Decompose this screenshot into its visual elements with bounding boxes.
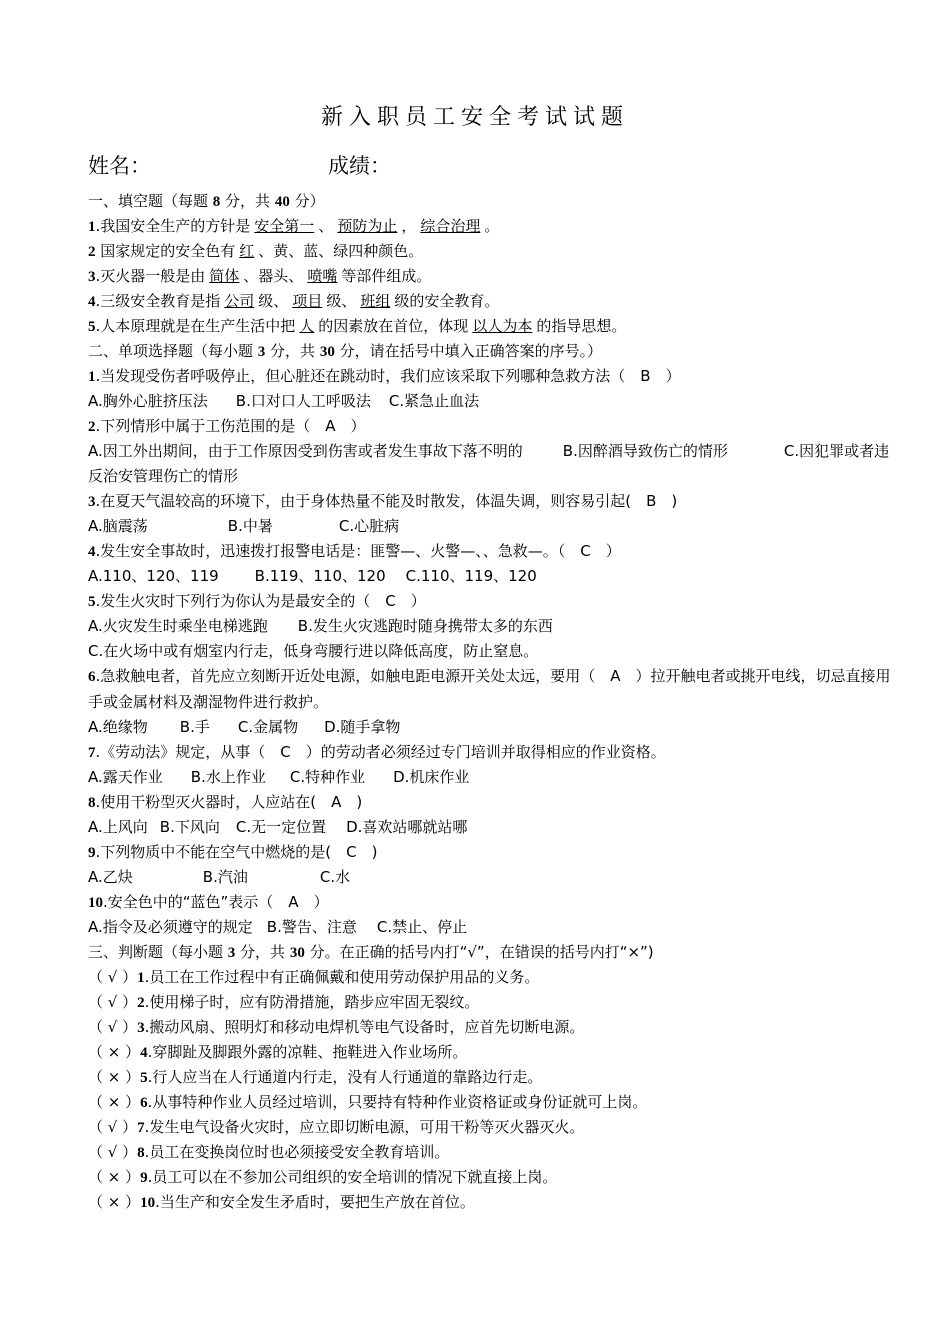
option-a: A.指令及必须遵守的规定 (88, 918, 253, 936)
option-b: B.汽油 (202, 868, 248, 886)
question-text: .使用梯子时，应有防滑措施，踏步应牢固无裂纹。 (144, 993, 480, 1011)
question-text: 国家规定的安全色有 (95, 242, 236, 260)
choice-question-6 (88, 664, 898, 715)
option-c: C.特种作业 (289, 768, 366, 786)
choice-options-2 (88, 439, 898, 489)
choice-options-8 (88, 815, 898, 840)
option-c: C.水 (319, 868, 351, 886)
fill-question-2 (88, 239, 898, 264)
judge-item (88, 1165, 898, 1190)
question-number: 3 (88, 494, 96, 510)
question-number: 4 (88, 294, 96, 310)
question-text: .灭火器一般是由 (95, 267, 206, 285)
question-text: .我国安全生产的方针是 (95, 217, 251, 235)
choice-options-5-c (88, 639, 898, 664)
question-text: 、器头、 (243, 267, 304, 285)
heading-total: 40 (274, 194, 290, 210)
question-text: .下列物质中不能在空气中燃烧的是( C ) (95, 843, 378, 861)
answer-blank: 综合治理 (420, 217, 481, 235)
question-text: .发生电气设备火灾时，应立即切断电源，可用干粉等灭火器灭火。 (144, 1118, 585, 1136)
option-a: A.露天作业 (88, 768, 163, 786)
answer-blank: 红 (239, 242, 255, 260)
question-number: 8 (88, 795, 96, 811)
question-text: 的指导思想。 (536, 317, 627, 335)
question-number: 6 (140, 1095, 148, 1111)
judge-item (88, 1140, 898, 1165)
heading-text: 一、填空题（每题 (88, 192, 213, 210)
question-text: 、黄、蓝、绿四种颜色。 (258, 242, 424, 260)
judge-item (88, 1015, 898, 1040)
question-text: 级、 (258, 292, 289, 310)
question-text: .《劳动法》规定，从事（ C ）的劳动者必须经过专门培训并取得相应的作业资格。 (95, 743, 666, 761)
separator: 、 (318, 217, 334, 235)
choice-options-9 (88, 865, 898, 890)
question-number: 7 (88, 745, 96, 761)
judge-item (88, 965, 898, 990)
choice-question-1 (88, 364, 898, 389)
question-text: .人本原理就是在生产生活中把 (95, 317, 296, 335)
question-text: .行人应当在人行通道内行走，没有人行通道的靠路边行走。 (147, 1068, 543, 1086)
judge-mark: （ × ） (88, 1168, 141, 1186)
choice-question-7 (88, 740, 898, 765)
choice-options-1 (88, 389, 898, 414)
question-number: 2 (88, 419, 96, 435)
option-b: B.手 (179, 718, 210, 736)
judge-mark: （ × ） (88, 1093, 141, 1111)
question-number: 7 (137, 1120, 145, 1136)
question-text: 的因素放在首位，体现 (318, 317, 469, 335)
choice-question-3 (88, 489, 898, 514)
question-number: 8 (137, 1145, 145, 1161)
name-label: 姓名： (88, 154, 151, 178)
choice-options-4 (88, 564, 898, 589)
answer-blank: 人 (299, 317, 315, 335)
question-text: .安全色中的“蓝色”表示（ A ） (103, 893, 329, 911)
option-a: A.110、120、119 (88, 567, 219, 585)
question-text: .急救触电者，首先应立刻断开近处电源，如触电距电源开关处太远，要用（ A ）拉开触电者或挑开电线，切忌直接用手或金属材料及潮湿物件进行救护。 (88, 667, 891, 711)
option-d: D.随手拿物 (324, 718, 401, 736)
question-number: 1 (88, 369, 96, 385)
answer-blank: 喷嘴 (307, 267, 338, 285)
judge-mark: （ × ） (88, 1193, 141, 1211)
question-text: .当生产和安全发生矛盾时，要把生产放在首位。 (155, 1193, 475, 1211)
question-number: 4 (88, 544, 96, 560)
question-number: 10 (88, 895, 103, 911)
question-text: .员工在变换岗位时也必须接受安全教育培训。 (144, 1143, 450, 1161)
option-b: B.中暑 (227, 517, 273, 535)
choice-options-3 (88, 514, 898, 539)
exam-body (88, 189, 898, 1215)
judge-item (88, 1065, 898, 1090)
question-text: .员工可以在不参加公司组织的安全培训的情况下就直接上岗。 (147, 1168, 558, 1186)
answer-blank: 安全第一 (254, 217, 315, 235)
choice-question-5 (88, 589, 898, 614)
answer-blank: 预防为止 (337, 217, 398, 235)
question-number: 2 (88, 244, 96, 260)
choice-question-10 (88, 890, 898, 915)
option-c: C.因犯罪或者违反治安管理伤亡的情形 (88, 442, 890, 485)
fill-question-5 (88, 314, 898, 339)
judge-mark: （ √ ） (88, 993, 138, 1011)
judge-item (88, 1190, 898, 1215)
choice-question-8 (88, 790, 898, 815)
choice-question-4 (88, 539, 898, 564)
choice-options-7 (88, 765, 898, 790)
option-c: C.禁止、停止 (376, 918, 468, 936)
option-a: A.乙炔 (88, 868, 133, 886)
option-b: B.因醉酒导致伤亡的情形 (562, 442, 728, 460)
score-label: 成绩： (328, 154, 391, 178)
judge-mark: （ √ ） (88, 1143, 138, 1161)
question-number: 5 (88, 594, 96, 610)
choice-options-6 (88, 715, 898, 740)
question-number: 5 (140, 1070, 148, 1086)
option-b: B.下风向 (159, 818, 220, 836)
question-number: 3 (137, 1020, 145, 1036)
option-a: A.脑震荡 (88, 517, 148, 535)
option-c: C.无一定位置 (235, 818, 327, 836)
option-a: A.胸外心脏挤压法 (88, 392, 208, 410)
question-number: 3 (88, 269, 96, 285)
heading-text: 分，共 (265, 342, 320, 360)
answer-blank: 班组 (360, 292, 391, 310)
question-number: 1 (137, 970, 145, 986)
question-number: 6 (88, 669, 96, 685)
option-a: A.因工外出期间，由于工作原因受到伤害或者发生事故下落不明的 (88, 442, 523, 460)
section-heading-true-false (88, 940, 898, 965)
judge-item (88, 1040, 898, 1065)
judge-mark: （ √ ） (88, 1118, 138, 1136)
question-number: 9 (140, 1170, 148, 1186)
judge-mark: （ × ） (88, 1068, 141, 1086)
choice-options-5 (88, 614, 898, 639)
judge-mark: （ √ ） (88, 968, 138, 986)
option-c: C.金属物 (237, 718, 299, 736)
answer-blank: 以人为本 (472, 317, 533, 335)
question-text: .三级安全教育是指 (95, 292, 221, 310)
heading-text: 分。在正确的括号内打“√”，在错误的括号内打“×”) (304, 943, 654, 961)
option-c: C.110、119、120 (405, 567, 537, 585)
heading-total: 30 (319, 344, 335, 360)
judge-mark: （ √ ） (88, 1018, 138, 1036)
heading-total: 30 (289, 945, 305, 961)
judge-mark: （ × ） (88, 1043, 141, 1061)
option-d: D.喜欢站哪就站哪 (346, 818, 468, 836)
heading-points: 3 (227, 945, 236, 961)
question-text: .下列情形中属于工伤范围的是（ A ） (95, 417, 366, 435)
option-c: C.心脏病 (338, 517, 400, 535)
option-a: A.上风向 (88, 818, 148, 836)
question-number: 4 (140, 1045, 148, 1061)
heading-text: 分，请在括号中填入正确答案的序号。） (334, 342, 603, 360)
fill-question-1 (88, 214, 898, 239)
option-b: B.119、110、120 (254, 567, 386, 585)
option-c: C.紧急止血法 (388, 392, 480, 410)
fill-question-3 (88, 264, 898, 289)
question-text: 级的安全教育。 (394, 292, 500, 310)
question-text: 等部件组成。 (341, 267, 432, 285)
option-b: B.发生火灾逃跑时随身携带太多的东西 (297, 617, 553, 635)
judge-item (88, 1115, 898, 1140)
choice-question-9 (88, 840, 898, 865)
question-text: .发生安全事故时，迅速拨打报警电话是：匪警—、火警—、、急救—。（ C ） (95, 542, 621, 560)
judge-item (88, 990, 898, 1015)
question-number: 2 (137, 995, 145, 1011)
option-a: A.绝缘物 (88, 718, 148, 736)
question-text: 级、 (326, 292, 357, 310)
separator: ， (401, 217, 417, 235)
choice-question-2 (88, 414, 898, 439)
heading-points: 3 (257, 344, 266, 360)
question-number: 5 (88, 319, 96, 335)
heading-text: 分，共 (220, 192, 275, 210)
section-heading-single-choice (88, 339, 898, 364)
question-number: 1 (88, 219, 96, 235)
heading-text: 分，共 (235, 943, 290, 961)
heading-text: 二、单项选择题（每小题 (88, 342, 258, 360)
answer-blank: 简体 (209, 267, 240, 285)
separator: 。 (484, 217, 500, 235)
question-text: .发生火灾时下列行为你认为是最安全的（ C ） (95, 592, 426, 610)
judge-item (88, 1090, 898, 1115)
question-number: 9 (88, 845, 96, 861)
heading-text: 三、判断题（每小题 (88, 943, 228, 961)
question-text: .员工在工作过程中有正确佩戴和使用劳动保护用品的义务。 (144, 968, 540, 986)
option-b: B.水上作业 (190, 768, 266, 786)
heading-text: 分） (289, 192, 325, 210)
option-c: C.在火场中或有烟室内行走，低身弯腰行进以降低高度，防止窒息。 (88, 642, 539, 660)
heading-points: 8 (212, 194, 221, 210)
answer-blank: 公司 (224, 292, 255, 310)
question-text: .穿脚趾及脚跟外露的凉鞋、拖鞋进入作业场所。 (147, 1043, 468, 1061)
choice-options-10 (88, 915, 898, 940)
option-b: B.口对口人工呼吸法 (235, 392, 371, 410)
answer-blank: 项目 (292, 292, 323, 310)
question-text: .使用干粉型灭火器时，人应站在( A ) (95, 793, 363, 811)
question-number: 10 (140, 1195, 156, 1211)
page-title: 新入职员工安全考试试题 (320, 105, 629, 130)
option-d: D.机床作业 (393, 768, 470, 786)
section-heading-fill-in (88, 189, 898, 214)
question-text: .从事特种作业人员经过培训，只要持有特种作业资格证或身份证就可上岗。 (147, 1093, 648, 1111)
question-text: .当发现受伤者呼吸停止，但心脏还在跳动时，我们应该采取下列哪种急救方法（ B ） (95, 367, 681, 385)
option-b: B.警告、注意 (266, 918, 357, 936)
option-a: A.火灾发生时乘坐电梯逃跑 (88, 617, 268, 635)
name-score-row (88, 150, 391, 180)
question-text: .在夏天气温较高的环境下，由于身体热量不能及时散发，体温失调，则容易引起( B ) (95, 492, 678, 510)
fill-question-4 (88, 289, 898, 314)
question-text: .搬动风扇、照明灯和移动电焊机等电气设备时，应首先切断电源。 (144, 1018, 585, 1036)
